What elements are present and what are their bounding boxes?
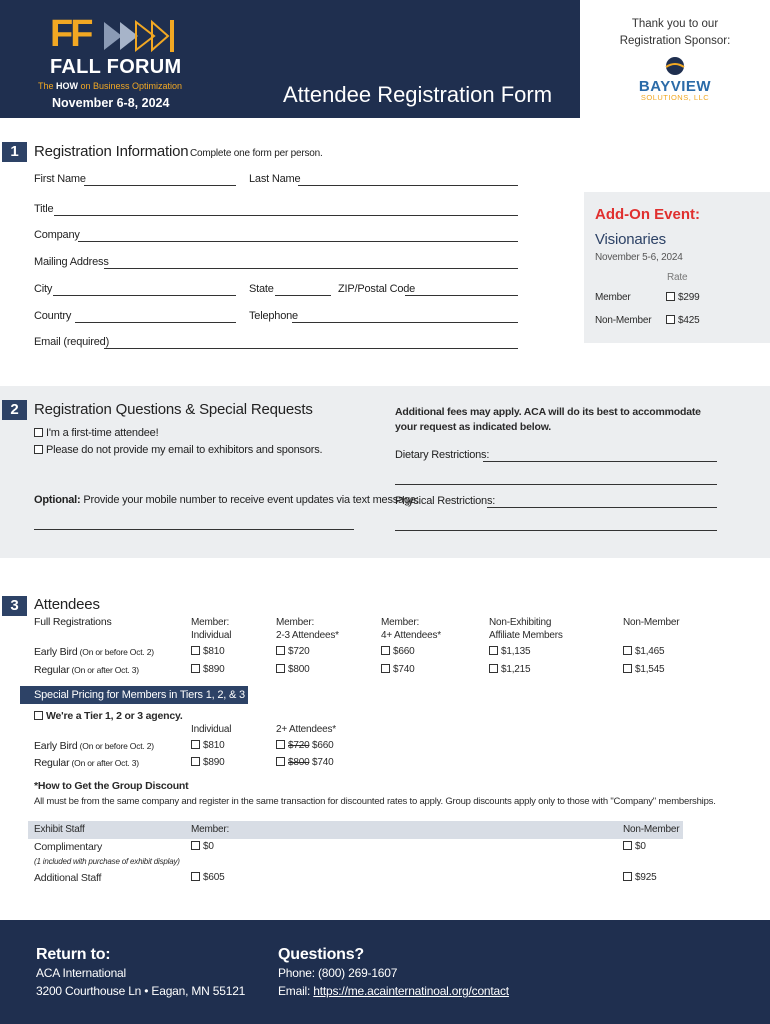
addon-rate-label: Rate: [667, 272, 688, 283]
questions-email: Email: https://me.acainternatinoal.org/contact: [278, 984, 509, 998]
optional-mobile-text: Optional: Provide your mobile number to receive event updates via text message:: [34, 494, 419, 506]
col-member-4plus: Member: 4+ Attendees*: [381, 617, 441, 641]
last-name-label: Last Name: [249, 173, 301, 185]
city-label: City: [34, 283, 53, 295]
fees-note: Additional fees may apply. ACA will do its best to accommodate your request as indicated below.: [395, 406, 701, 433]
sp-early-individual-option[interactable]: $810: [191, 740, 224, 751]
sponsor-logo: BAYVIEW SOLUTIONS, LLC: [630, 55, 720, 102]
zip-field[interactable]: [405, 295, 518, 296]
title-field[interactable]: [54, 215, 518, 216]
questions-phone: Phone: (800) 269-1607: [278, 966, 398, 980]
physical-label: Physical Restrictions:: [395, 495, 496, 507]
dietary-label: Dietary Restrictions:: [395, 449, 490, 461]
addon-event-date: November 5-6, 2024: [595, 252, 683, 263]
page-title: Attendee Registration Form: [283, 82, 553, 107]
first-name-field[interactable]: [84, 185, 236, 186]
mailing-field[interactable]: [104, 268, 518, 269]
physical-field[interactable]: [487, 507, 717, 508]
checkbox[interactable]: [191, 740, 200, 749]
regular-nonmember-option[interactable]: $1,545: [623, 664, 664, 675]
tier-agency-option[interactable]: We're a Tier 1, 2 or 3 agency.: [34, 710, 183, 722]
logo-fall-forum: FALL FORUM: [50, 56, 182, 78]
telephone-field[interactable]: [292, 322, 518, 323]
checkbox[interactable]: [381, 664, 390, 673]
contact-link[interactable]: https://me.acainternatinoal.org/contact: [313, 984, 509, 998]
last-name-field[interactable]: [298, 185, 518, 186]
group-discount-heading: *How to Get the Group Discount: [34, 780, 189, 792]
checkbox[interactable]: [623, 841, 632, 850]
checkbox[interactable]: [34, 428, 43, 437]
add-nonmember-option[interactable]: $925: [623, 872, 656, 883]
sponsor-globe-icon: [660, 55, 690, 75]
checkbox[interactable]: [666, 315, 675, 324]
physical-field-2[interactable]: [395, 530, 717, 531]
sp-regular-label: Regular (On or after Oct. 3): [34, 757, 139, 769]
checkbox[interactable]: [623, 646, 632, 655]
checkbox[interactable]: [276, 740, 285, 749]
col-member-2-3: Member: 2-3 Attendees*: [276, 617, 339, 641]
telephone-label: Telephone: [249, 310, 298, 322]
addon-member-label: Member: [595, 292, 631, 303]
logo-ff: FF: [50, 13, 91, 55]
country-field[interactable]: [75, 322, 236, 323]
title-label: Title: [34, 203, 54, 215]
event-date: November 6-8, 2024: [52, 96, 170, 110]
checkbox[interactable]: [276, 757, 285, 766]
checkbox[interactable]: [191, 664, 200, 673]
checkbox[interactable]: [623, 872, 632, 881]
section-title-attendees: Attendees: [34, 596, 100, 613]
return-address: 3200 Courthouse Ln • Eagan, MN 55121: [36, 984, 246, 998]
company-field[interactable]: [78, 241, 518, 242]
state-field[interactable]: [275, 295, 331, 296]
mobile-field[interactable]: [34, 529, 354, 530]
complimentary-note: (1 included with purchase of exhibit display): [34, 857, 180, 866]
return-heading: Return to:: [36, 946, 111, 963]
col-nonexhibiting: Non-Exhibiting Affiliate Members: [489, 617, 563, 641]
regular-label: Regular (On or after Oct. 3): [34, 664, 139, 676]
comp-nonmember-option[interactable]: $0: [623, 841, 646, 852]
regular-2-3-option[interactable]: $800: [276, 664, 309, 675]
col-member-individual: Member: Individual: [191, 617, 232, 641]
checkbox[interactable]: [191, 646, 200, 655]
addon-event-name: Visionaries: [595, 231, 666, 248]
regular-affiliate-option[interactable]: $1,215: [489, 664, 530, 675]
zip-label: ZIP/Postal Code: [338, 283, 416, 295]
checkbox[interactable]: [191, 872, 200, 881]
checkbox[interactable]: [381, 646, 390, 655]
checkbox[interactable]: [34, 711, 43, 720]
logo-arrows-icon: [102, 18, 177, 54]
section-note: Complete one form per person.: [190, 148, 323, 159]
exhibit-staff-band: [28, 821, 683, 839]
sp-early-label: Early Bird (On or before Oct. 2): [34, 740, 154, 752]
dietary-field-2[interactable]: [395, 484, 717, 485]
sp-col-individual: Individual: [191, 724, 232, 735]
checkbox[interactable]: [489, 664, 498, 673]
complimentary-label: Complimentary: [34, 841, 103, 853]
early-2-3-option[interactable]: $720: [276, 646, 309, 657]
section-number-2: 2: [2, 400, 27, 420]
mailing-label: Mailing Address: [34, 256, 109, 268]
exhibit-nonmember-col: Non-Member: [623, 824, 680, 835]
comp-member-option[interactable]: $0: [191, 841, 214, 852]
sp-col-2plus: 2+ Attendees*: [276, 724, 336, 735]
country-label: Country: [34, 310, 72, 322]
section-title-registration-info: Registration Information: [34, 143, 189, 160]
checkbox[interactable]: [191, 841, 200, 850]
early-affiliate-option[interactable]: $1,135: [489, 646, 530, 657]
first-name-label: First Name: [34, 173, 86, 185]
addon-nonmember-label: Non-Member: [595, 315, 652, 326]
checkbox[interactable]: [191, 757, 200, 766]
checkbox[interactable]: [34, 445, 43, 454]
checkbox[interactable]: [489, 646, 498, 655]
checkbox[interactable]: [276, 646, 285, 655]
full-registrations-label: Full Registrations: [34, 616, 112, 628]
special-pricing-band: Special Pricing for Members in Tiers 1, 2, & 3: [20, 686, 248, 704]
email-label: Email (required): [34, 336, 110, 348]
checkbox[interactable]: [666, 292, 675, 301]
sp-early-2plus-option[interactable]: $720 $660: [276, 740, 334, 751]
addon-heading: Add-On Event:: [595, 206, 700, 223]
email-field[interactable]: [104, 348, 518, 349]
group-discount-text: All must be from the same company and register in the same transaction for discounted rates to apply. Group discounts apply only to those with "Company" memberships.: [34, 796, 716, 807]
dietary-field[interactable]: [483, 461, 717, 462]
section-number-3: 3: [2, 596, 27, 616]
questions-heading: Questions?: [278, 946, 365, 963]
early-individual-option[interactable]: $810: [191, 646, 224, 657]
logo-tagline: The HOW on Business Optimization: [38, 81, 183, 91]
early-bird-label: Early Bird (On or before Oct. 2): [34, 646, 154, 658]
additional-staff-label: Additional Staff: [34, 872, 102, 884]
exhibit-staff-label: Exhibit Staff: [34, 824, 85, 835]
exhibit-member-col: Member:: [191, 824, 230, 835]
section-number-1: 1: [2, 142, 27, 162]
regular-4plus-option[interactable]: $740: [381, 664, 414, 675]
company-label: Company: [34, 229, 80, 241]
city-field[interactable]: [53, 295, 236, 296]
return-org: ACA International: [36, 966, 126, 980]
first-time-option[interactable]: I'm a first-time attendee!: [34, 427, 158, 439]
addon-nonmember-option[interactable]: $425: [666, 315, 699, 326]
sp-regular-individual-option[interactable]: $890: [191, 757, 224, 768]
checkbox[interactable]: [276, 664, 285, 673]
col-nonmember: Non-Member: [623, 617, 680, 628]
sponsor-thanks: Thank you to our Registration Sponsor:: [619, 18, 731, 47]
state-label: State: [249, 283, 274, 295]
sp-regular-2plus-option[interactable]: $800 $740: [276, 757, 334, 768]
no-email-option[interactable]: Please do not provide my email to exhibitors and sponsors.: [34, 444, 322, 456]
add-member-option[interactable]: $605: [191, 872, 224, 883]
early-4plus-option[interactable]: $660: [381, 646, 414, 657]
addon-member-option[interactable]: $299: [666, 292, 699, 303]
checkbox[interactable]: [623, 664, 632, 673]
regular-individual-option[interactable]: $890: [191, 664, 224, 675]
section-title-questions: Registration Questions & Special Requests: [34, 401, 313, 418]
early-nonmember-option[interactable]: $1,465: [623, 646, 664, 657]
